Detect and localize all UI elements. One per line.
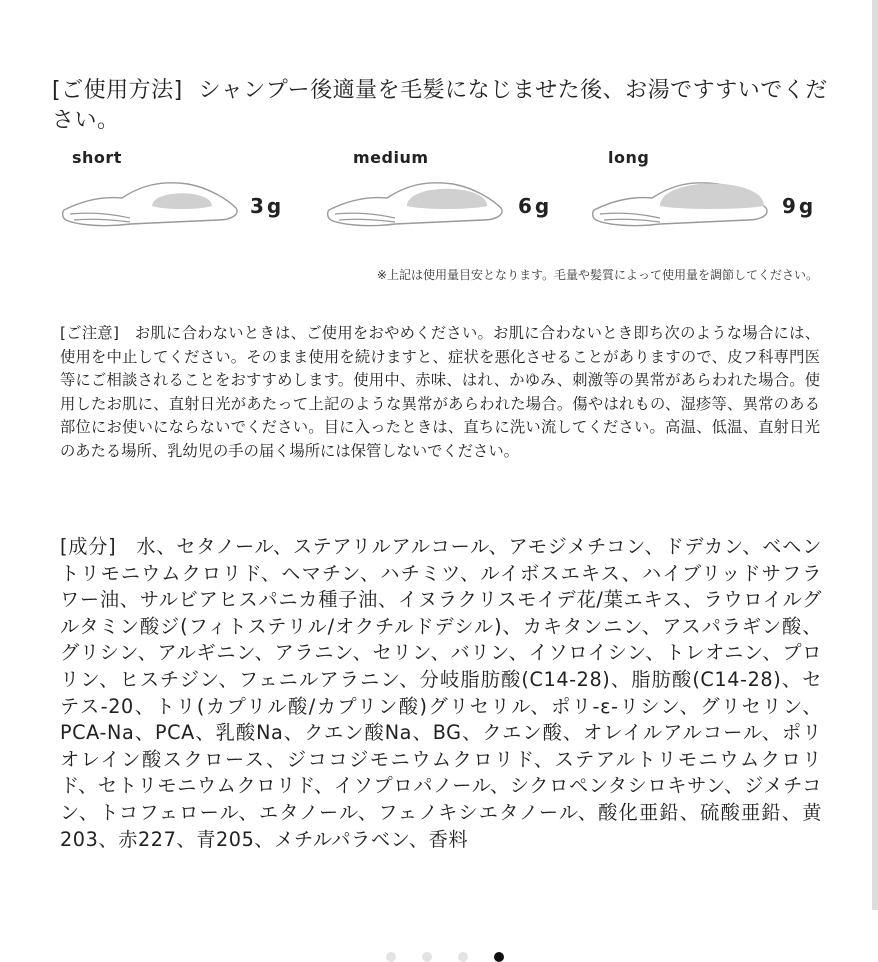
pager-dot[interactable] bbox=[494, 952, 504, 962]
ingredients-text: 水、セタノール、ステアリルアルコール、アモジメチコン、ドデカン、ベヘントリモニウムクロリド、ヘマチン、ハチミツ、ルイボスエキス、ハイブリッドサフラワー油、サルビアヒスパニカ種子油、イヌラクリスモイデ花/葉エキス、ラウロイルグルタミン酸ジ(フィトステリル/オクチルドデシル)、カキタンニン、アスパラギン酸、グリシン、アルギニン、アラニン、セリン、バリン、イソロイシン、トレオニン、プロリン、ヒスチジン、フェニルアラニン、分岐脂肪酸(C14-28)、脂肪酸(C14-28)、セテス-20、トリ(カプリル酸/カプリン酸)グリセリル、ポリ-ε-リシン、グリセリン、PCA-Na、PCA、乳酸Na、クエン酸Na、BG、クエン酸、オレイルアルコール、ポリオレイン酸スクロース、ジココジモニウムクロリド、ステアルトリモニウムクロリド、セトリモニウムクロリド、イソプロパノール、シクロペンタシロキサン、ジメチコン、トコフェロール、エタノール、フェノキシエタノール、酸化亜鉛、硫酸亜鉛、黄203、赤227、青205、メチルパラベン、香料 bbox=[60, 535, 822, 851]
hand-icon-long bbox=[590, 166, 790, 232]
pager-dot[interactable] bbox=[422, 952, 432, 962]
usage-text: シャンプー後適量を毛髪になじませた後、お湯ですすいでください。 bbox=[52, 78, 828, 133]
amount-note: ※上記は使用量目安となります。毛量や髪質によって使用量を調節してください。 bbox=[376, 268, 818, 282]
amount-value-short: 3g bbox=[250, 194, 285, 218]
caution-text: お肌に合わないときは、ご使用をおやめください。お肌に合わないとき即ち次のような場合には、使用を中止してください。そのまま使用を続けますと、症状を悪化させることがありますので、皮フ科専門医等にご相談されることをおすすめします。使用中、赤味、はれ、かゆみ、刺激等の異常があらわれた場合。使用したお肌に、直射日光があたって上記のような異常があらわれた場合。傷やはれもの、湿疹等、異常のある部位にお使いにならないでください。目に入ったときは、直ちに洗い流してください。高温、低温、直射日光のあたる場所、乳幼児の手の届く場所には保管しないでください。 bbox=[60, 324, 820, 460]
amount-item-short bbox=[60, 148, 310, 238]
page-edge-divider bbox=[872, 0, 878, 910]
amount-guide bbox=[60, 148, 840, 248]
ingredients-section bbox=[60, 534, 822, 853]
caution-section bbox=[60, 322, 820, 464]
amount-value-long: 9g bbox=[782, 194, 817, 218]
usage-tag: [ご使用方法] bbox=[52, 78, 183, 103]
product-blob bbox=[152, 193, 212, 209]
amount-item-medium bbox=[325, 148, 575, 238]
ingredients-tag: [成分] bbox=[60, 535, 117, 558]
hand-icon-short bbox=[60, 166, 260, 232]
amount-value-medium: 6g bbox=[518, 194, 553, 218]
amount-label-long: long bbox=[608, 148, 650, 167]
usage-instructions bbox=[52, 76, 842, 136]
amount-label-short: short bbox=[72, 148, 122, 167]
caution-tag: [ご注意] bbox=[60, 324, 119, 342]
hand-icon-medium bbox=[325, 166, 525, 232]
pager-dot[interactable] bbox=[458, 952, 468, 962]
product-blob bbox=[407, 189, 487, 209]
pager-dot[interactable] bbox=[386, 952, 396, 962]
amount-label-medium: medium bbox=[353, 148, 429, 167]
amount-item-long bbox=[590, 148, 840, 238]
